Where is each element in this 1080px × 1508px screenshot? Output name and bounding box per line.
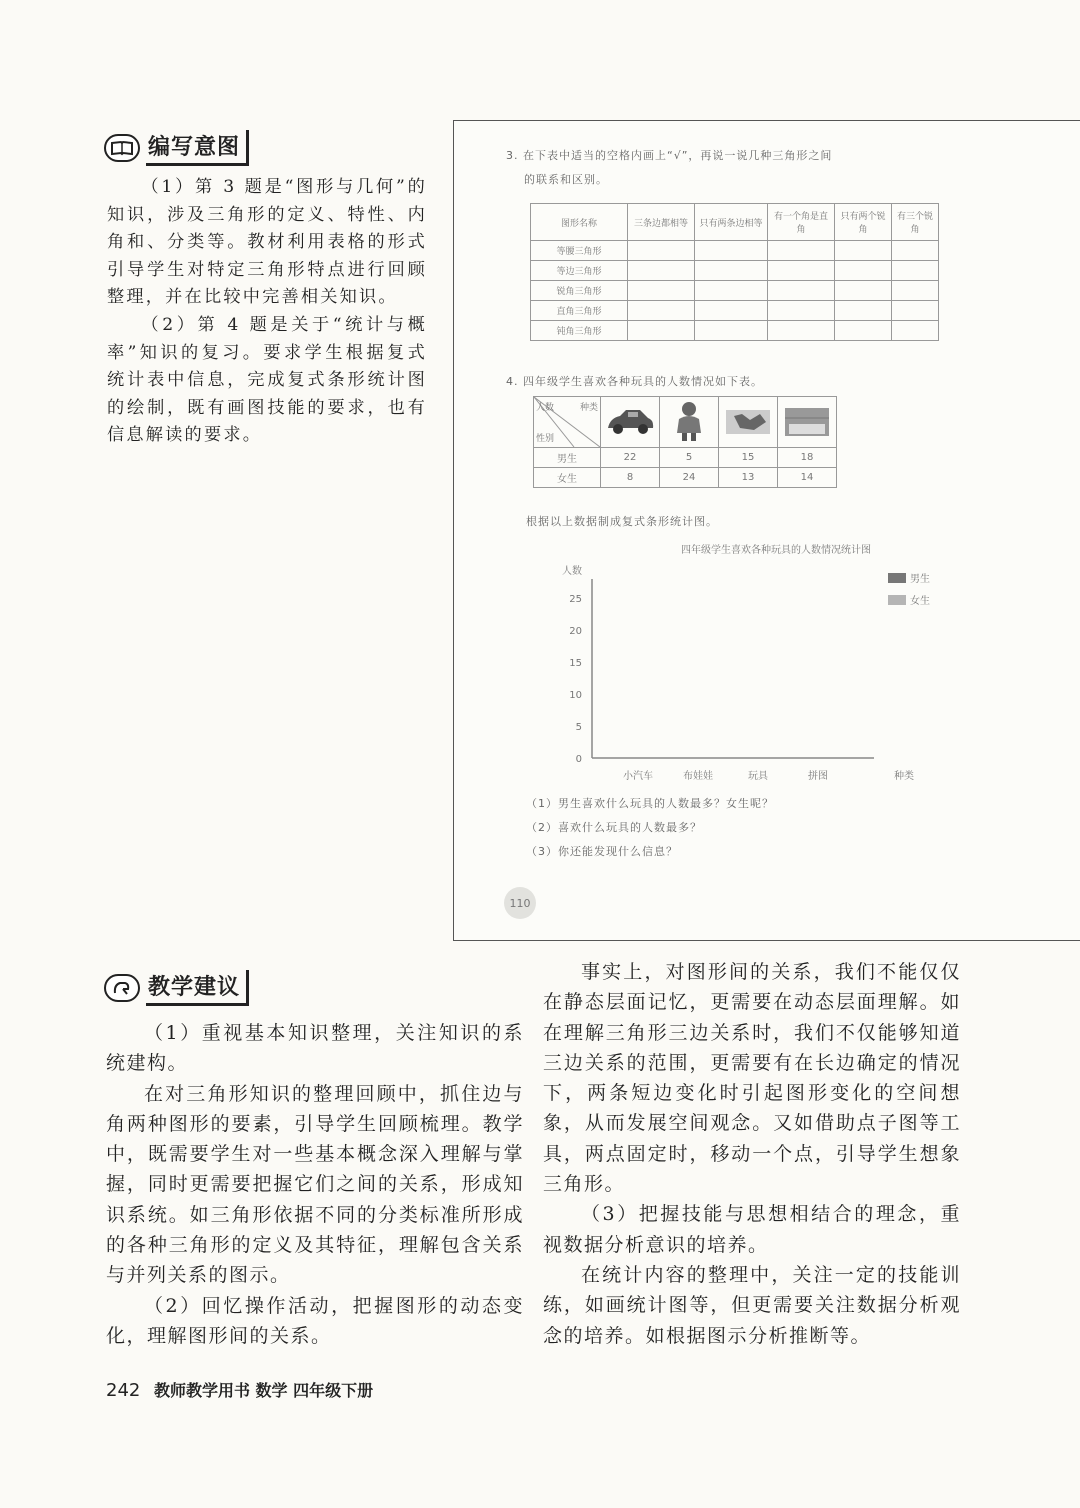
tri-row-label: 钝角三角形 — [531, 321, 628, 341]
toy-cell: 8 — [601, 468, 660, 488]
tri-header-cell: 三条边都相等 — [628, 204, 695, 241]
x-tick-label: 小汽车 — [623, 771, 653, 782]
sub-question-1: （1）男生喜欢什么玩具的人数最多？女生呢？ — [526, 797, 774, 810]
y-tick-label: 15 — [569, 658, 582, 670]
x-tick-label: 拼图 — [808, 771, 828, 782]
toy-cell: 22 — [601, 448, 660, 468]
toy-cell: 5 — [660, 448, 719, 468]
textbook-page-number: 110 — [509, 896, 531, 910]
intent-heading — [104, 130, 249, 166]
toy-cell: 13 — [719, 468, 778, 488]
y-tick-label: 20 — [569, 626, 582, 638]
teaching-hand-icon — [104, 974, 140, 1002]
book-title: 教师教学用书 数学 四年级下册 — [153, 1381, 374, 1400]
chart-legend — [888, 572, 930, 607]
intent-text — [107, 174, 427, 450]
tri-row-label: 等边三角形 — [531, 261, 628, 281]
y-tick-label: 10 — [569, 690, 582, 702]
tri-header-cell: 只有两个锐角 — [835, 204, 892, 241]
suggestion-left-column — [106, 1018, 524, 1351]
toy-cell: 15 — [719, 448, 778, 468]
y-tick-label: 5 — [575, 722, 582, 734]
chart-title: 四年级学生喜欢各种玩具的人数情况统计图 — [681, 545, 871, 556]
chart-ylabel: 人数 — [562, 566, 582, 577]
sub-question-3: （3）你还能发现什么信息？ — [526, 845, 678, 858]
toy-cell: 24 — [660, 468, 719, 488]
suggestion-title: 教学建议 — [146, 970, 249, 1006]
suggestion-point-3: （3）把握技能与思想相结合的理念，重视数据分析意识的培养。 — [543, 1203, 961, 1256]
suggestion-point-2: （2）回忆操作活动，把握图形的动态变化，理解图形间的关系。 — [106, 1294, 524, 1347]
page-number: 242 — [106, 1380, 141, 1401]
chart-xticks — [623, 769, 828, 782]
y-tick-label: 25 — [569, 594, 582, 606]
legend-label: 男生 — [910, 574, 930, 585]
toy-row-label: 男生 — [534, 448, 601, 468]
intent-title: 编写意图 — [146, 130, 249, 166]
draw-instruction: 根据以上数据制成复式条形统计图。 — [526, 515, 718, 528]
chart-axes — [592, 579, 874, 758]
chart-yticks — [569, 594, 582, 765]
suggestion-paragraph-1: 在对三角形知识的整理回顾中，抓住边与角两种图形的要素，引导学生回顾梳理。教学中，既需要学生对一些基本概念深入理解与掌握，同时更需要把握它们之间的关系，形成知识系统。如三角形依据不同的分类标准所形成的各种三角形的定义及其特征，理解包含关系与并列关系的图示。 — [106, 1082, 524, 1287]
bar-chart — [454, 121, 1080, 821]
x-tick-label: 布娃娃 — [683, 771, 713, 782]
book-icon — [104, 134, 140, 162]
suggestion-paragraph-2: 事实上，对图形间的关系，我们不能仅仅在静态层面记忆，更需要在动态层面理解。如在理解三角形三边关系时，我们不仅能够知道三边关系的范围，更需要有在长边确定的情况下，两条短边变化时引起图形变化的空间想象，从而发展空间观念。又如借助点子图等工具，两点固定时，移动一个点，引导学生想象三角形。 — [543, 961, 961, 1196]
toy-corner-top: 人数 — [536, 403, 555, 413]
legend-swatch — [888, 573, 906, 583]
intent-paragraph-1: （1）第 3 题是“图形与几何”的知识，涉及三角形的定义、特性、内角和、分类等。教材利用表格的形式引导学生对特定三角形特点进行回顾整理，并在比较中完善相关知识。 — [107, 177, 427, 308]
tri-row-label: 锐角三角形 — [531, 281, 628, 301]
intent-paragraph-2: （2）第 4 题是关于“统计与概率”知识的复习。要求学生根据复式统计表中信息，完成复式条形统计图的绘制，既有画图技能的要求，也有信息解读的要求。 — [107, 314, 427, 446]
toy-row-label: 女生 — [534, 468, 601, 488]
q3-line-2: 的联系和区别。 — [524, 173, 608, 186]
suggestion-paragraph-3: 在统计内容的整理中，关注一定的技能训练，如画统计图等，但更需要关注数据分析观念的培养。如根据图示分析推断等。 — [543, 1263, 961, 1347]
tri-header-cell: 图形名称 — [531, 204, 628, 241]
x-tick-label: 玩具 — [748, 771, 768, 782]
q4-line: 4. 四年级学生喜欢各种玩具的人数情况如下表。 — [506, 375, 763, 388]
tri-row-label: 直角三角形 — [531, 301, 628, 321]
tri-header-cell: 有一个角是直角 — [768, 204, 835, 241]
suggestion-right-column — [543, 957, 961, 1351]
toy-cell: 18 — [778, 448, 837, 468]
tri-header-cell: 有三个锐角 — [892, 204, 939, 241]
textbook-page-image — [453, 120, 1080, 941]
toy-cell: 14 — [778, 468, 837, 488]
q3-line-1: 3. 在下表中适当的空格内画上“√”，再说一说几种三角形之间 — [506, 149, 833, 162]
legend-swatch — [888, 595, 906, 605]
suggestion-heading — [104, 970, 249, 1006]
tri-header-cell: 只有两条边相等 — [695, 204, 768, 241]
tri-row-label: 等腰三角形 — [531, 241, 628, 261]
toy-corner-right: 种类 — [579, 403, 598, 413]
legend-label: 女生 — [910, 596, 930, 607]
sub-question-2: （2）喜欢什么玩具的人数最多？ — [526, 821, 702, 834]
page-footer — [106, 1378, 373, 1401]
suggestion-point-1: （1）重视基本知识整理，关注知识的系统建构。 — [106, 1022, 524, 1075]
y-tick-label: 0 — [575, 754, 582, 765]
chart-xlabel: 种类 — [894, 771, 914, 782]
toy-corner-left: 性别 — [536, 434, 555, 444]
textbook-page-badge — [504, 887, 536, 919]
